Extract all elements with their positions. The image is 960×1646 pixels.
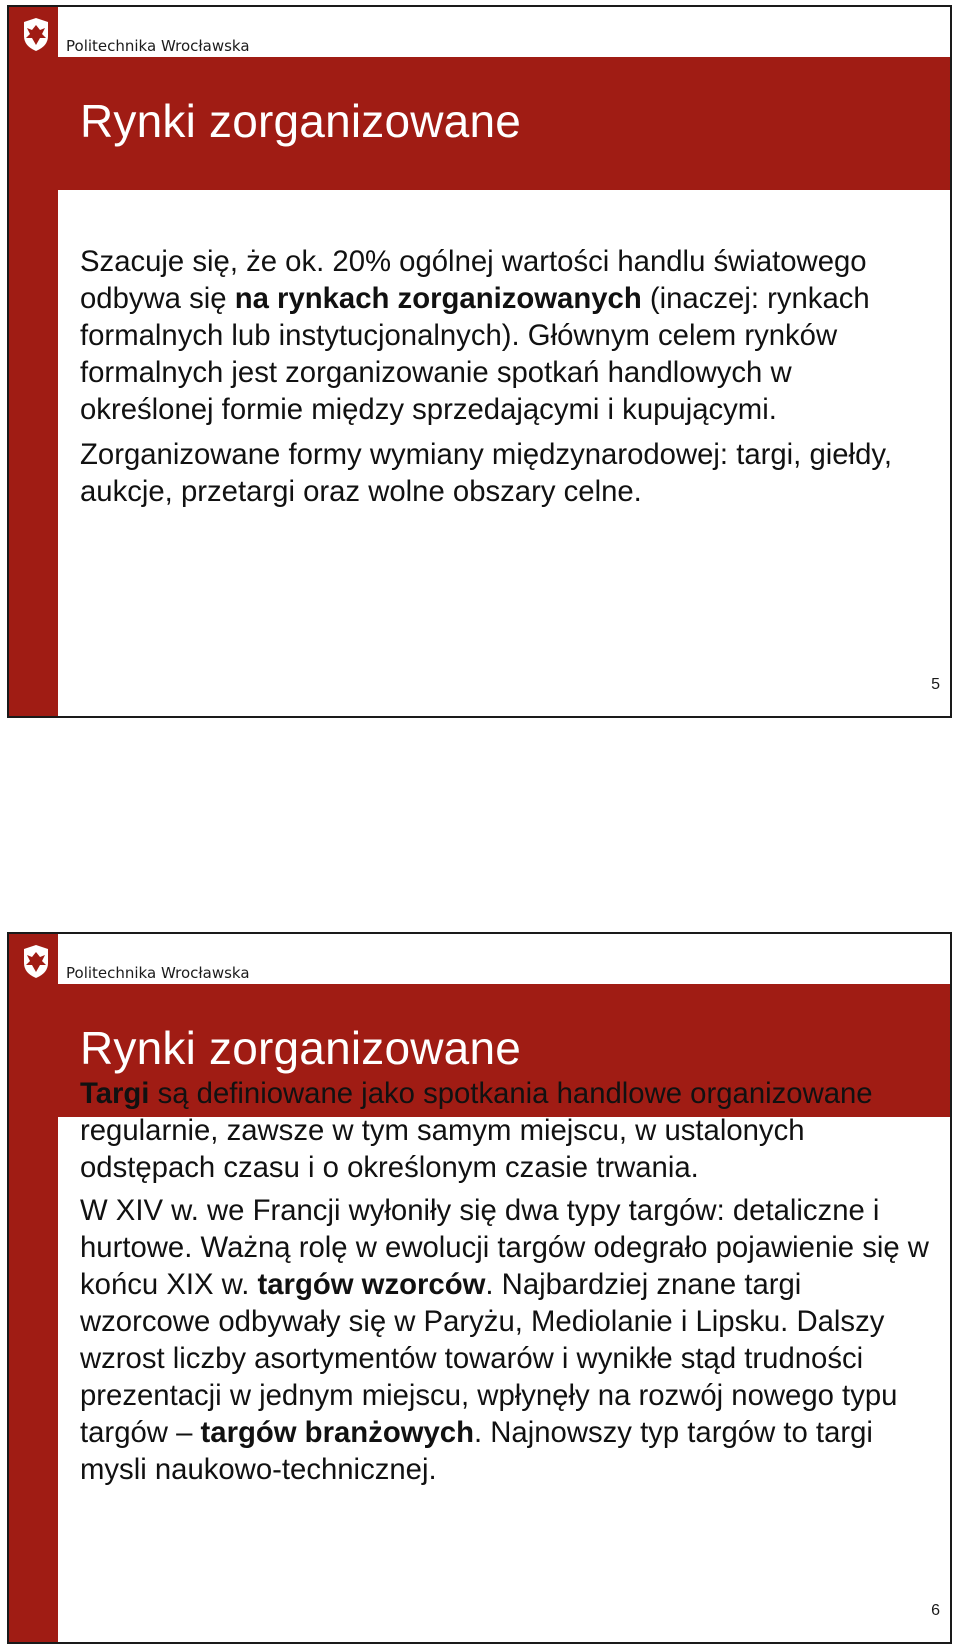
body-paragraph: [80, 436, 930, 510]
slide-title: Rynki zorganizowane: [80, 95, 522, 147]
bold-text: targów branżowych: [200, 1416, 474, 1449]
body-text: W XIV w. we Francji wyłoniły się dwa typy targów: detaliczne i hurtowe. Ważną rolę w ewolucji targów odegrało pojawienie się w końcu XIX w.: [80, 1194, 929, 1301]
body-text: . Najbardziej znane targi wzorcowe odbywały się w Paryżu, Mediolanie i Lipsku. Dalszy wzrost liczby asortymentów towarów i wynikłe stąd trudności prezentacji w jednym miejscu, wpłynęły na rozwój nowego typu targów –: [80, 1268, 898, 1449]
university-name: Politechnika Wrocławska: [66, 964, 250, 982]
university-crest-icon: [18, 941, 54, 981]
body-text: . Najnowszy typ targów to targi mysli naukowo-technicznej.: [80, 1416, 873, 1486]
slide-title: Rynki zorganizowane: [80, 1022, 522, 1074]
bold-text: Targi: [80, 1077, 150, 1110]
left-stripe: [9, 934, 58, 1642]
page-number: 5: [931, 676, 940, 693]
university-crest-icon: [18, 14, 54, 54]
body-text: są definiowane jako spotkania handlowe organizowane regularnie, zawsze w tym samym miejscu, w ustalonych odstępach czasu i o określonym czasie trwania.: [80, 1077, 873, 1184]
body-text: (inaczej: rynkach formalnych lub instytucjonalnych). Głównym celem rynków formalnych jest zorganizowanie spotkań handlowych w określonej formie między sprzedającymi i kupującymi.: [80, 282, 870, 426]
slide-body: [80, 1075, 930, 1488]
body-text: Zorganizowane formy wymiany międzynarodowej: targi, giełdy, aukcje, przetargi oraz wolne obszary celne.: [80, 438, 892, 508]
slide-5: [7, 5, 952, 718]
slide-6: [7, 932, 952, 1644]
page-number: 6: [931, 1602, 940, 1619]
body-paragraph: [80, 1075, 930, 1186]
bold-text: na rynkach zorganizowanych: [234, 282, 642, 315]
slide-body: [80, 243, 930, 510]
university-name: Politechnika Wrocławska: [66, 37, 250, 55]
body-text: Szacuje się, że ok. 20% ogólnej wartości handlu światowego odbywa się: [80, 245, 867, 315]
body-paragraph: [80, 1192, 930, 1488]
body-paragraph: [80, 243, 930, 428]
left-stripe: [9, 7, 58, 716]
bold-text: targów wzorców: [257, 1268, 486, 1301]
